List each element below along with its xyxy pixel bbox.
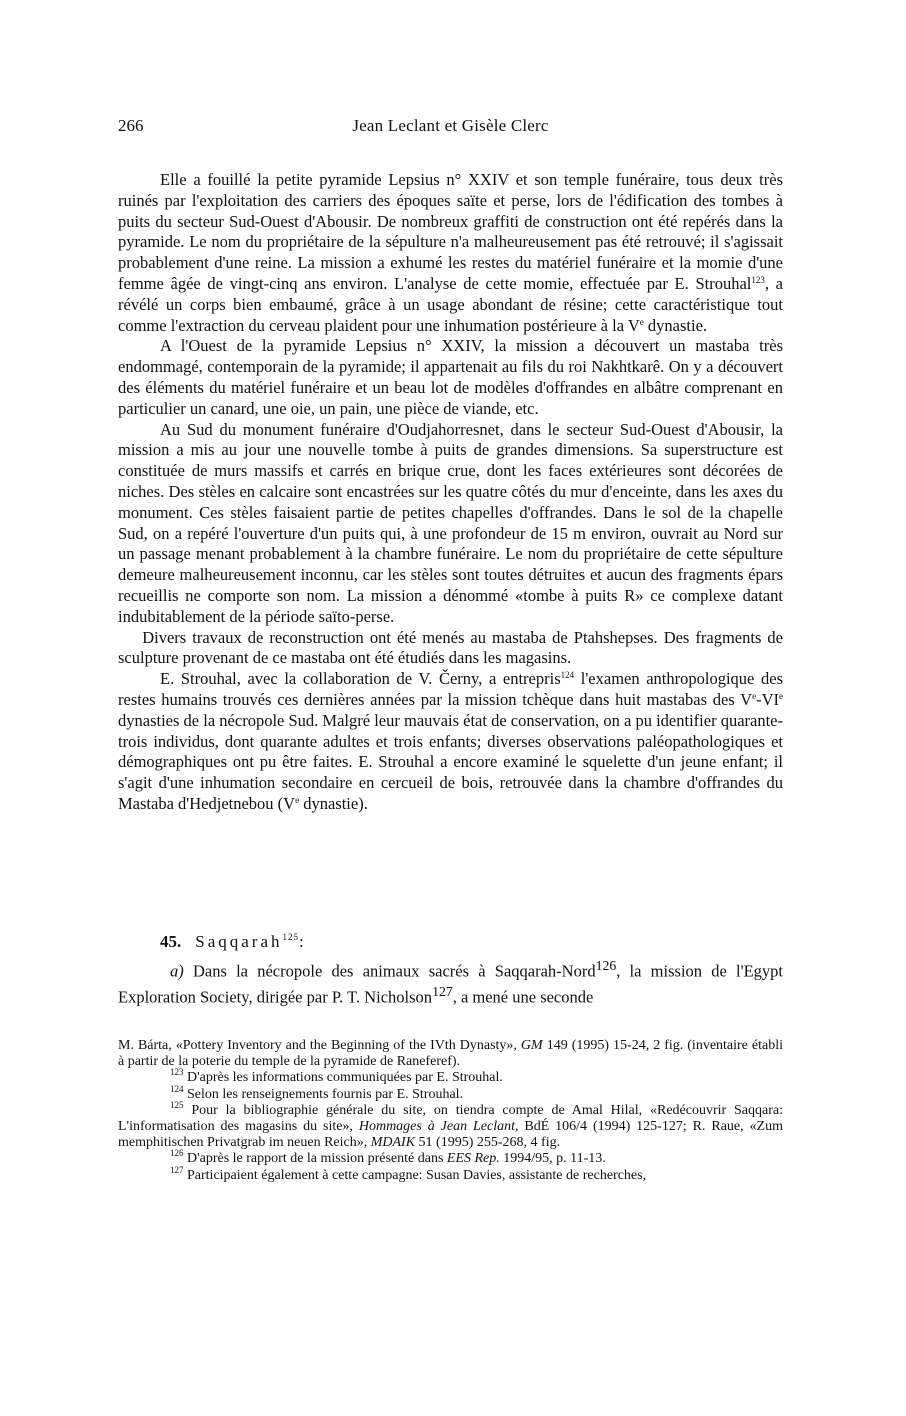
footnote-ref-124: 124 xyxy=(560,670,575,681)
footnote-127: $^{127}$ Participaient également à cette campagne: Susan Davies, assistante de recherches, xyxy=(170,1164,647,1183)
section-number: 45. xyxy=(160,932,182,951)
paragraph-pyramid-xxiv: Elle a fouillé la petite pyramide Lepsius n° XXIV et son temple funéraire, tous deux très ruinés par l'exploitation des carriers des époques saïte et perse, lors de l'édification des tombes à puits du secteur Sud-Ouest d'Abousir. De nombreux graffiti de construction ont été repérés dans la pyramide. Le nom du propriétaire de la sépulture n'a malheureusement pas été retrouvé; il s'agissait probablement d'une reine. La mission a exhumé les restes du matériel funéraire et la momie d'une femme âgée de vingt-cinq ans environ. L'analyse de cette momie, effectuée par E. Strouhal$^{123}$, a révélé un corps bien embaumé, grâce à un usage abondant de résine; cette caractéristique tout comme l'extraction du cerveau plaident pour une inhumation postérieure à la Ve dynastie. xyxy=(118,170,784,335)
footnote-ref-126: 126 xyxy=(595,958,617,973)
footnote-ref-127: 127 xyxy=(432,984,453,1000)
paragraph-tombe-a-puits: Au Sud du monument funéraire d'Oudjahorresnet, dans le secteur Sud-Ouest d'Abousir, la mission a mis au jour une nouvelle tombe à puits de grandes dimensions. Sa superstructure est constituée de murs massifs et carrés en brique crue, dont les faces extérieures sont décorées de niches. Des stèles en calcaire sont encastrées sur les quatre côtés du mur d'enceinte, dans les axes du monument. Ces stèles faisaient partie de petites chapelles d'offrandes. Dans le sol de la chapelle Sud, on a repéré l'ouverture d'un puits qui, à une profondeur de 15 m environ, ouvrait au Nord sur un passage menant probablement à la chambre funéraire. Le nom du propriétaire de cette sépulture demeure malheureusement inconnu, car les stèles sont toutes détruites et aucun des fragments épars recueillis ne comporte son nom. La mission a dénommé «tombe à puits R» ce complexe datant indubitablement de la période saïto-perse. xyxy=(118,419,783,626)
page-number: 266 xyxy=(118,116,144,135)
section-paragraph: a) Dans la nécropole des animaux sacrés à Saqqarah-Nord$^{126}$, la mission de l'Egypt Exploration Society, dirigée par P. T. Nicholson$^{127}$, a mené une seconde xyxy=(118,958,784,1007)
paragraph-strouhal: E. Strouhal, avec la collaboration de V. Černy, a entrepris$^{124}$ l'examen anthropologique des restes humains trouvés ces dernières années par la mission tchèque dans huit mastabas des Ve-VIe dynasties de la nécropole Sud. Malgré leur mauvais état de conservation, on a pu identifier quarante-trois individus, dont quarante adultes et trois enfants; diverses observations paléopathologiques et démographiques ont pu être faites. E. Strouhal a encore examiné le squelette d'un jeune enfant; il s'agit d'une inhumation secondaire en cercueil de bois, retrouvée dans la chambre d'offrandes du Mastaba d'Hedjetnebou (Ve dynastie). xyxy=(118,669,783,813)
footnote-ref-123: 123 xyxy=(751,274,765,285)
page-header xyxy=(118,116,783,140)
section-heading: 45. Saqqarah$^{125}$: xyxy=(160,932,304,951)
footnote-126: $^{126}$ D'après le rapport de la mission présenté dans EES Rep. 1994/95, p. 11-13. xyxy=(170,1148,606,1167)
running-head: Jean Leclant et Gisèle Clerc xyxy=(352,116,549,135)
footnotes xyxy=(118,1038,783,1184)
paragraph-ptahshepses: Divers travaux de reconstruction ont été menés au mastaba de Ptahshepses. Des fragments de sculpture provenant de ce mastaba ont été étudiés dans les magasins. xyxy=(118,627,784,668)
footnote-ref-125: 125 xyxy=(282,932,300,942)
footnote-continuation: M. Bárta, «Pottery Inventory and the Beginning of the IVth Dynasty», GM 149 (1995) 15-24, 2 fig. (inventaire établi à partir de la poterie du temple de la pyramide de Raneferef). xyxy=(118,1038,783,1070)
section-title: Saqqarah xyxy=(195,932,283,951)
footnote-123: $^{123}$ D'après les informations communiquées par E. Strouhal. xyxy=(170,1067,503,1086)
body-text xyxy=(118,170,783,815)
paragraph-mastaba-nakhtkare: A l'Ouest de la pyramide Lepsius n° XXIV, la mission a découvert un mastaba très endommagé, contemporain de la pyramide; il appartenait au fils du roi Nakhtkarê. On y a découvert des éléments du matériel funéraire et un beau lot de modèles d'offrandes en albâtre comprenant en particulier un canard, une oie, un pain, une pièce de viande, etc. xyxy=(118,336,783,418)
footnote-125: $^{125}$ Pour la bibliographie générale du site, on tiendra compte de Amal Hilal, «Redécouvrir Saqqara: L'informatisation des magasins du site», Hommages à Jean Leclant, BdÉ 106/4 (1994) 125-127; R. Raue, «Zum memphitischen Privatgrab im neuen Reich», MDAIK 51 (1995) 255-268, 4 fig. xyxy=(118,1099,784,1151)
item-label: a) xyxy=(170,961,184,981)
footnote-124: $^{124}$ Selon les renseignements fournis par E. Strouhal. xyxy=(170,1083,464,1102)
